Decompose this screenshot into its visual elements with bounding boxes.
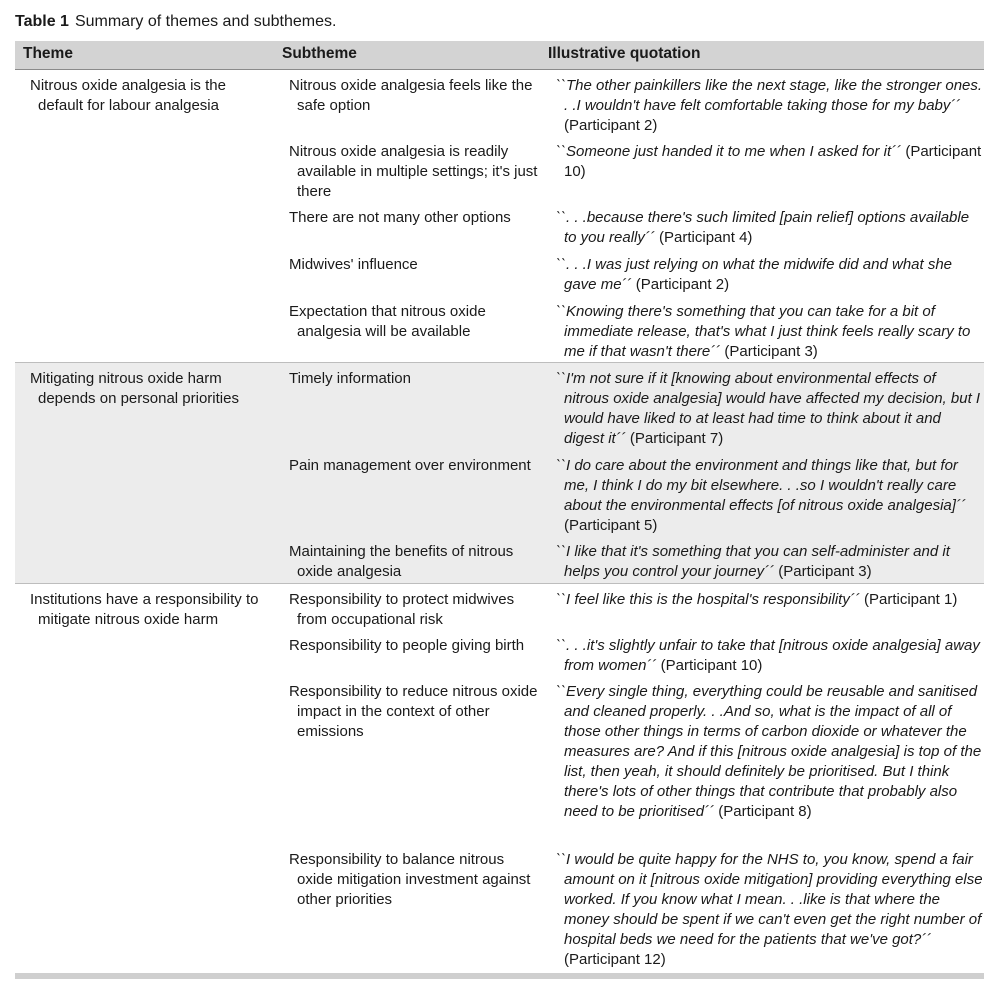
theme-cell: [15, 584, 274, 630]
participant-label: (Participant 2): [631, 276, 730, 293]
theme-text: Nitrous oxide analgesia is the default for labour analgesia: [30, 77, 226, 114]
subtheme-cell: [274, 136, 540, 202]
subtheme-text: Nitrous oxide analgesia feels like the safe option: [289, 77, 533, 114]
table-body: [15, 70, 984, 967]
subtheme-cell: [274, 536, 540, 583]
quotation-text: ``I would be quite happy for the NHS to, you know, spend a fair amount on it [nitrous oxide mitigation] providing everything else worked. If you know what I mean. . .like is that where the money should be spent if we can't even get the right number of hospital beds we need for the patients that we've got?´´: [556, 851, 983, 948]
participant-label: (Participant 3): [774, 563, 872, 580]
subtheme-text: Midwives' influence: [289, 256, 418, 273]
subtheme-cell: [274, 584, 540, 630]
quotation-paragraph: [548, 850, 984, 970]
participant-label: (Participant 12): [564, 951, 666, 968]
subtheme-cell: [274, 296, 540, 362]
table-bottom-rule: [15, 973, 984, 979]
participant-label: (Participant 3): [720, 343, 818, 360]
quotation-cell: [540, 584, 984, 630]
table-row: [15, 363, 984, 450]
quotation-text: ``. . .I was just relying on what the midwife did and what she gave me´´: [556, 256, 953, 293]
subtheme-cell: [274, 363, 540, 450]
quotation-text: ``The other painkillers like the next stage, like the stronger ones. . .I wouldn't have felt comfortable taking those for my baby´´: [556, 77, 983, 114]
quotation-text: ``Someone just handed it to me when I asked for it´´: [556, 143, 902, 160]
theme-cell: [15, 70, 274, 136]
table-caption-text: Summary of themes and subthemes.: [74, 13, 337, 30]
subtheme-cell: [274, 202, 540, 249]
subtheme-text: Pain management over environment: [289, 457, 531, 474]
table-row: [15, 202, 984, 249]
theme-cell: [15, 676, 274, 844]
quotation-paragraph: [548, 302, 984, 362]
subtheme-text: There are not many other options: [289, 209, 511, 226]
header-subtheme: Subtheme: [282, 45, 357, 62]
theme-cell: [15, 296, 274, 362]
quotation-cell: [540, 202, 984, 249]
quotation-paragraph: [548, 369, 984, 449]
quotation-paragraph: [548, 208, 984, 248]
quotation-paragraph: [548, 682, 984, 822]
subtheme-text: Responsibility to balance nitrous oxide mitigation investment against other priorities: [289, 851, 531, 908]
table-row: [15, 676, 984, 844]
table-row: [15, 450, 984, 536]
participant-label: (Participant 7): [625, 430, 724, 447]
themes-table: [15, 41, 984, 967]
theme-cell: [15, 536, 274, 583]
theme-group: [15, 583, 984, 967]
participant-label: (Participant 10): [564, 143, 982, 180]
table-row: [15, 249, 984, 296]
theme-cell: [15, 202, 274, 249]
quotation-cell: [540, 630, 984, 676]
quotation-text: ``I do care about the environment and things like that, but for me, I think I do my bit elsewhere. . .so I wouldn't really care about the environmental effects [of nitrous oxide analgesia]´´: [556, 457, 966, 514]
theme-cell: [15, 363, 274, 450]
table-row: [15, 844, 984, 967]
header-theme: Theme: [23, 45, 73, 62]
theme-cell: [15, 249, 274, 296]
quotation-text: ``I'm not sure if it [knowing about environmental effects of nitrous oxide analgesia] would have affected my decision, but I would have liked to at least had time to think about it and digest it´´: [556, 370, 981, 447]
table-header: [15, 41, 984, 70]
theme-cell: [15, 450, 274, 536]
table-label: Table 1: [15, 13, 69, 30]
subtheme-text: Expectation that nitrous oxide analgesia will be available: [289, 303, 486, 340]
subtheme-text: Maintaining the benefits of nitrous oxide analgesia: [289, 543, 514, 580]
subtheme-text: Nitrous oxide analgesia is readily available in multiple settings; it's just there: [289, 143, 538, 200]
subtheme-text: Responsibility to reduce nitrous oxide impact in the context of other emissions: [289, 683, 538, 740]
theme-group: [15, 362, 984, 583]
quotation-text: ``Knowing there's something that you can take for a bit of immediate release, that's what I just think feels really scary to me if that wasn't there´´: [556, 303, 971, 360]
subtheme-text: Timely information: [289, 370, 411, 387]
quotation-paragraph: [548, 636, 984, 676]
subtheme-cell: [274, 249, 540, 296]
table-caption: [15, 12, 336, 32]
participant-label: (Participant 10): [656, 657, 763, 674]
header-quotation: Illustrative quotation: [548, 45, 701, 62]
table-row: [15, 296, 984, 362]
quotation-text: ``Every single thing, everything could be reusable and sanitised and cleaned properly. . .And so, what is the impact of all of those other things in terms of carbon dioxide or whatever the measures are? And if this [nitrous oxide analgesia] is top of the list, then yeah, it should definitely be prioritised. But I think there's lots of other things that contribute that probably also need to be prioritised´´: [556, 683, 982, 820]
participant-label: (Participant 4): [654, 229, 753, 246]
table-row: [15, 630, 984, 676]
quotation-cell: [540, 450, 984, 536]
quotation-cell: [540, 296, 984, 362]
quotation-paragraph: [548, 456, 984, 536]
theme-text: Institutions have a responsibility to mitigate nitrous oxide harm: [30, 591, 259, 628]
quotation-paragraph: [548, 255, 984, 295]
quotation-paragraph: [548, 590, 984, 610]
table-row: [15, 70, 984, 136]
participant-label: (Participant 1): [859, 591, 958, 608]
theme-cell: [15, 136, 274, 202]
quotation-paragraph: [548, 142, 984, 182]
quotation-cell: [540, 536, 984, 583]
quotation-text: ``I like that it's something that you can self-administer and it helps you control your journey´´: [556, 543, 950, 580]
subtheme-cell: [274, 450, 540, 536]
quotation-cell: [540, 676, 984, 844]
quotation-paragraph: [548, 76, 984, 136]
table-row: [15, 536, 984, 583]
theme-cell: [15, 630, 274, 676]
subtheme-cell: [274, 844, 540, 967]
table-row: [15, 136, 984, 202]
table-row: [15, 584, 984, 630]
subtheme-cell: [274, 630, 540, 676]
quotation-cell: [540, 363, 984, 450]
quotation-text: ``. . .because there's such limited [pain relief] options available to you really´´: [556, 209, 970, 246]
theme-group: [15, 70, 984, 362]
theme-text: Mitigating nitrous oxide harm depends on personal priorities: [30, 370, 239, 407]
quotation-cell: [540, 249, 984, 296]
participant-label: (Participant 5): [564, 517, 658, 534]
subtheme-cell: [274, 70, 540, 136]
subtheme-cell: [274, 676, 540, 844]
subtheme-text: Responsibility to people giving birth: [289, 637, 525, 654]
quotation-cell: [540, 70, 984, 136]
quotation-paragraph: [548, 542, 984, 582]
quotation-text: ``I feel like this is the hospital's responsibility´´: [556, 591, 860, 608]
participant-label: (Participant 2): [564, 117, 658, 134]
quotation-cell: [540, 136, 984, 202]
theme-cell: [15, 844, 274, 967]
quotation-text: ``. . .it's slightly unfair to take that [nitrous oxide analgesia] away from women´´: [556, 637, 980, 674]
participant-label: (Participant 8): [714, 803, 812, 820]
quotation-cell: [540, 844, 984, 967]
subtheme-text: Responsibility to protect midwives from occupational risk: [289, 591, 515, 628]
